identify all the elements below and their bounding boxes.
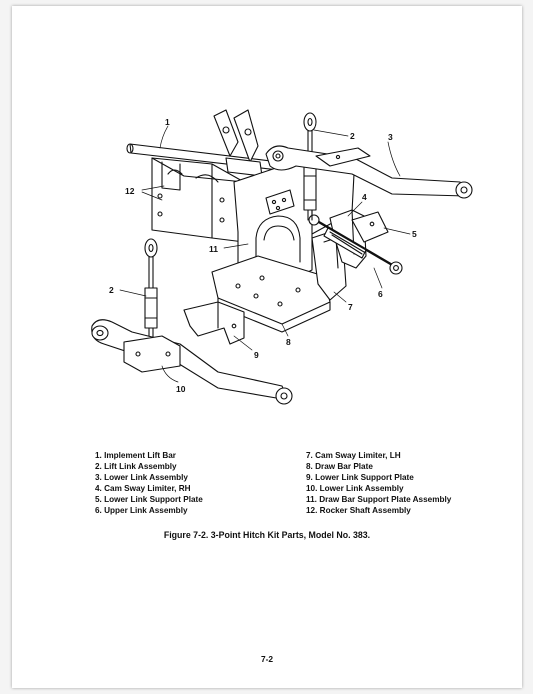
parts-legend-right — [306, 451, 451, 516]
legend-item: 6. Upper Link Assembly — [95, 505, 188, 515]
legend-item: 10. Lower Link Assembly — [306, 483, 404, 493]
page-number: 7-2 — [260, 654, 274, 664]
legend-item: 2. Lift Link Assembly — [95, 461, 177, 471]
callout-5: 5 — [412, 229, 417, 239]
legend-item: 12. Rocker Shaft Assembly — [306, 505, 411, 515]
figure-caption: Figure 7-2. 3-Point Hitch Kit Parts, Model No. 383. — [163, 530, 371, 540]
callout-10: 10 — [176, 384, 186, 394]
parts-legend-left — [95, 451, 203, 516]
legend-item: 5. Lower Link Support Plate — [95, 494, 203, 504]
legend-item: 11. Draw Bar Support Plate Assembly — [306, 494, 452, 504]
legend-item: 9. Lower Link Support Plate — [306, 472, 414, 482]
callout-3: 3 — [388, 132, 393, 142]
callout-11: 11 — [209, 244, 218, 254]
callout-6: 6 — [378, 289, 383, 299]
callout-2: 2 — [350, 131, 355, 141]
callout-4: 4 — [362, 192, 367, 202]
lift-link-assembly-left — [145, 239, 157, 342]
callout-8: 8 — [286, 337, 291, 347]
lower-link-support-plate-left — [184, 302, 244, 344]
document-page — [12, 6, 522, 688]
legend-item: 3. Lower Link Assembly — [95, 472, 188, 482]
callout-1: 1 — [165, 117, 170, 127]
callout-12: 12 — [125, 186, 135, 196]
hitch-exploded-diagram — [12, 6, 522, 436]
callout-9: 9 — [254, 350, 259, 360]
callout-2-left: 2 — [109, 285, 114, 295]
lower-link-assembly-left — [92, 320, 292, 404]
callout-7: 7 — [348, 302, 353, 312]
legend-item: 7. Cam Sway Limiter, LH — [306, 451, 401, 460]
legend-item: 1. Implement Lift Bar — [95, 451, 176, 460]
legend-item: 8. Draw Bar Plate — [306, 461, 373, 471]
legend-item: 4. Cam Sway Limiter, RH — [95, 483, 191, 493]
